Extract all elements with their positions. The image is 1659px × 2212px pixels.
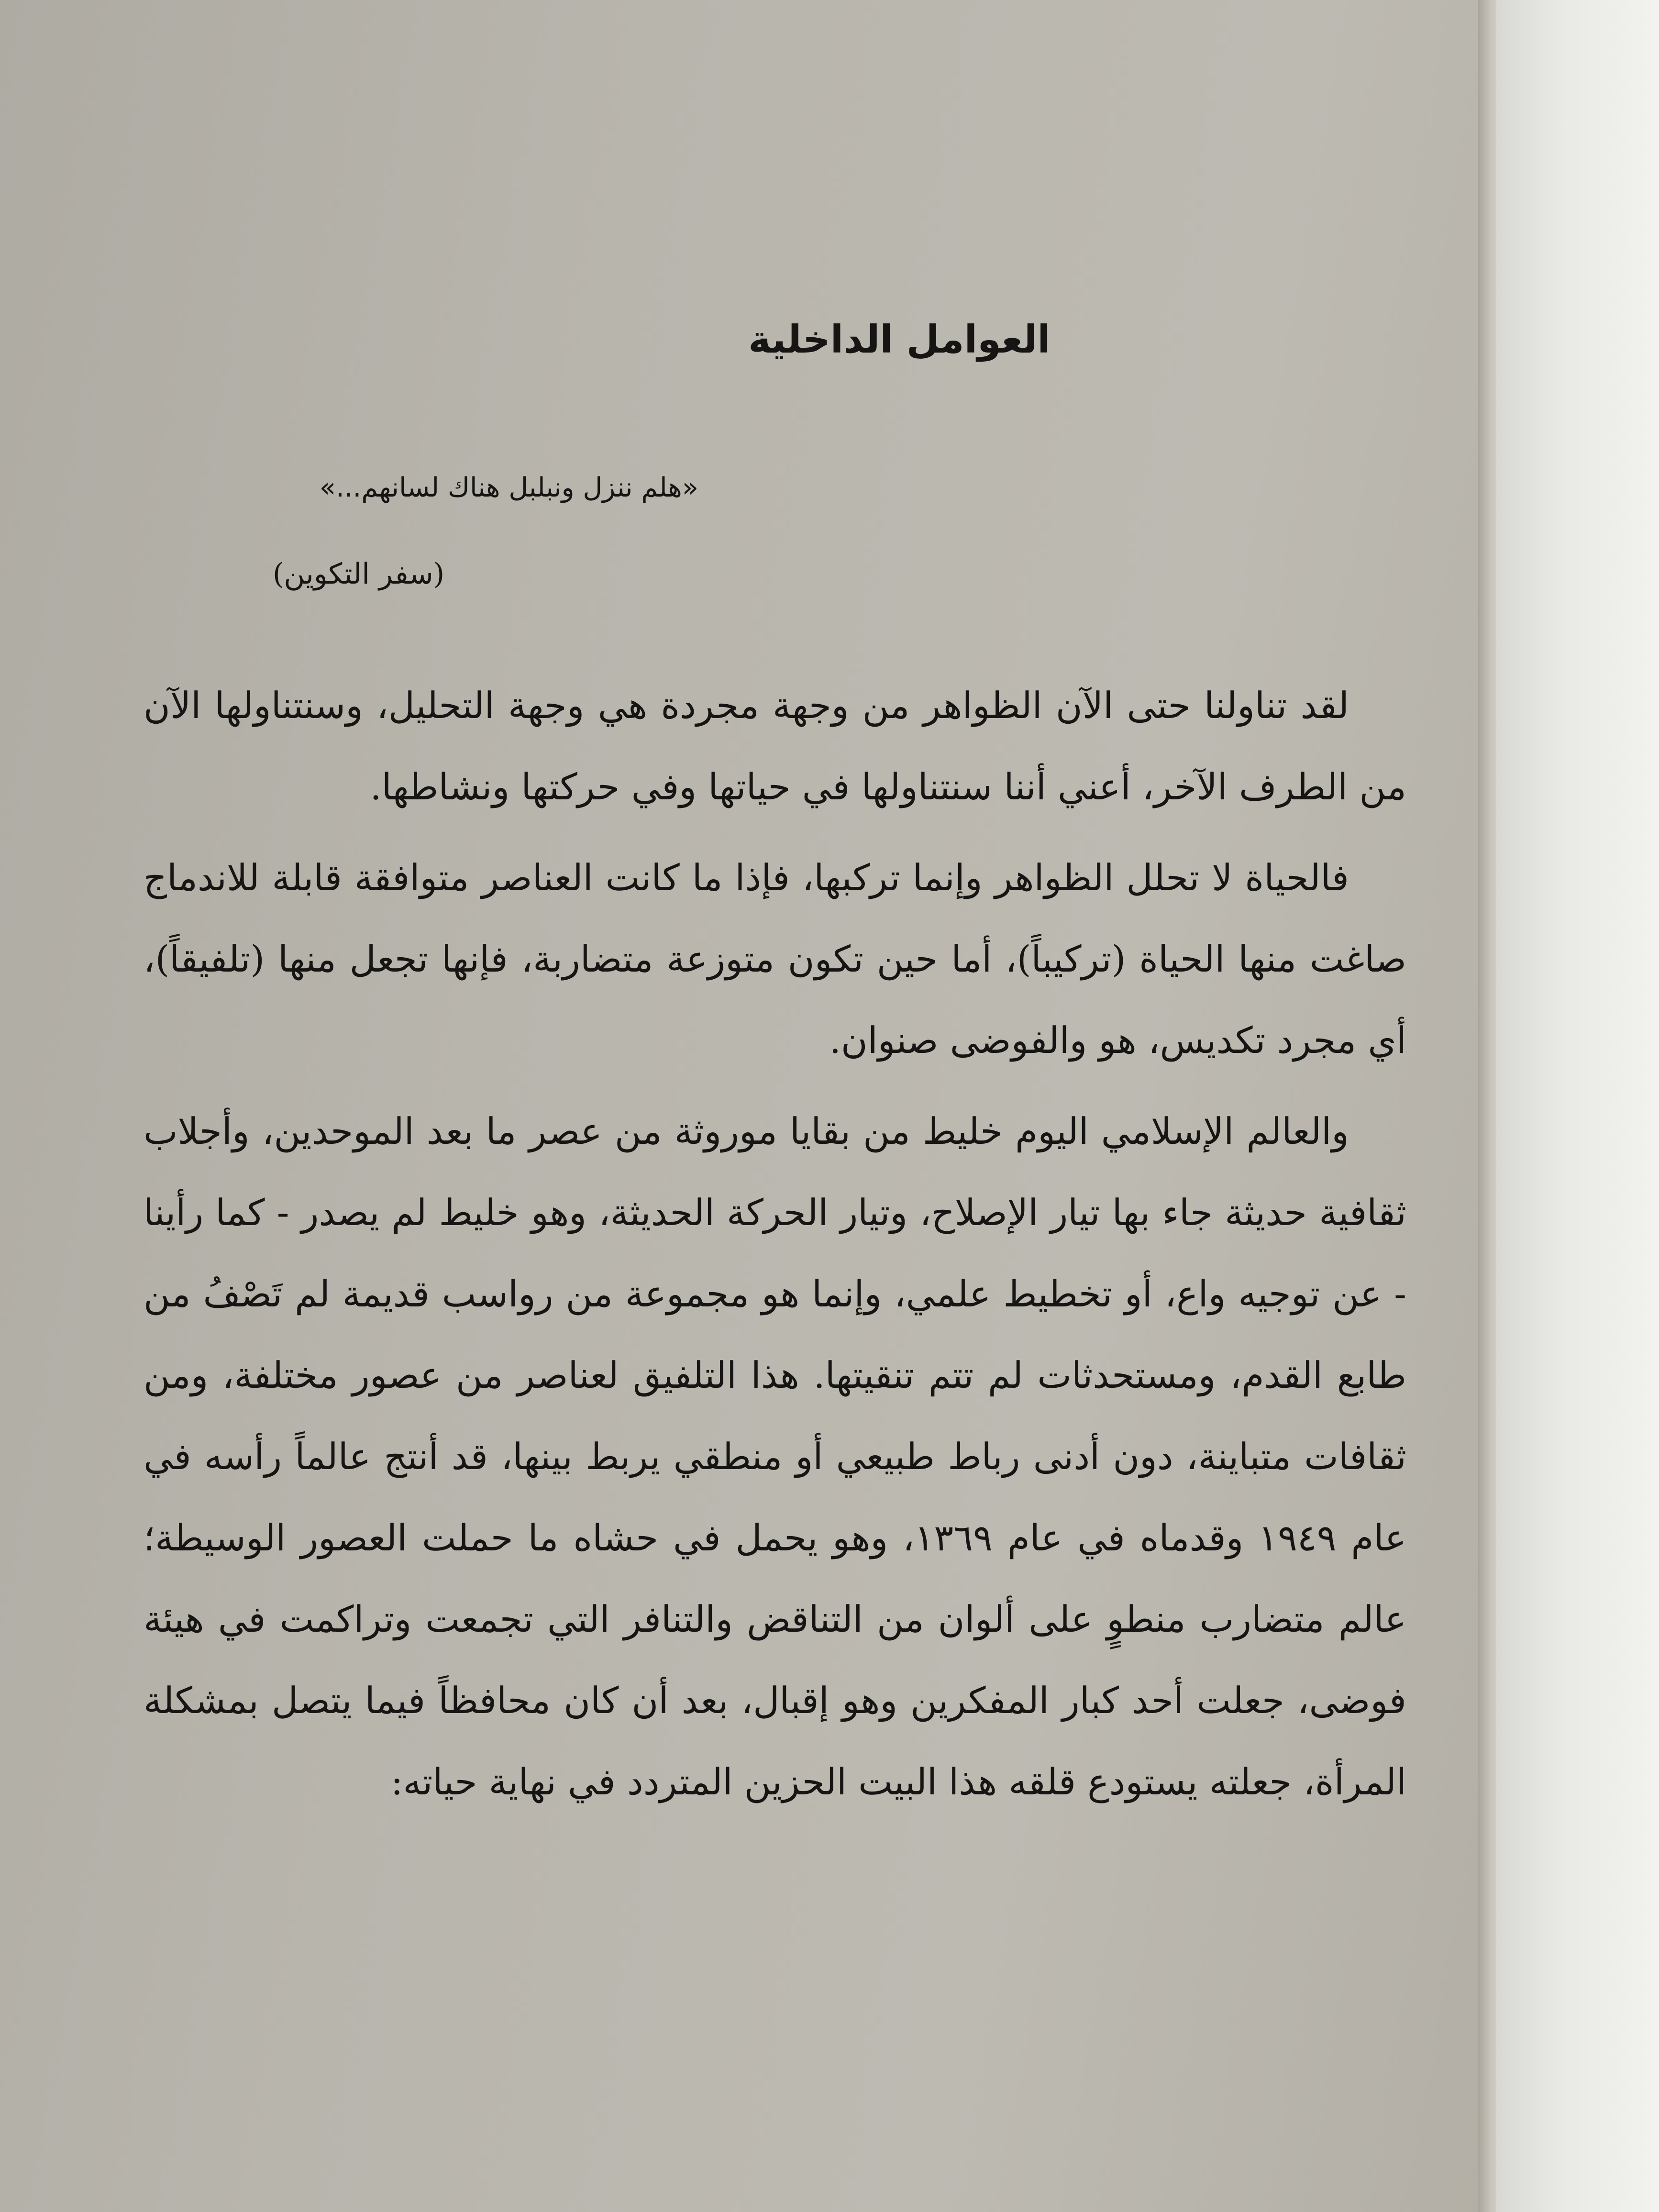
epigraph-quote: «هلم ننزل ونبلبل هناك لسانهم...»: [319, 472, 698, 503]
epigraph-source: (سفر التكوين): [273, 557, 445, 591]
epigraph: [273, 454, 698, 608]
paragraph-3: والعالم الإسلامي اليوم خليط من بقايا موروثة من عصر ما بعد الموحدين، وأجلاب ثقافية حديثة جاء بها تيار الإصلاح، وتيار الحركة الحديثة، وهو خليط لم يصدر - كما رأينا - عن توجيه واع، أو تخطيط علمي، وإنما هو مجموعة من رواسب قديمة لم تَصْفُ من طابع القدم، ومستحدثات لم تتم تنقيتها. هذا التلفيق لعناصر من عصور مختلفة، ومن ثقافات متباينة، دون أدنى رباط طبيعي أو منطقي يربط بينها، قد أنتج عالماً رأسه في عام ١٩٤٩ وقدماه في عام ١٣٦٩، وهو يحمل في حشاه ما حملت العصور الوسيطة؛ عالم متضارب منطوٍ على ألوان من التناقض والتنافر التي تجمعت وتراكمت في هيئة فوضى، جعلت أحد كبار المفكرين وهو إقبال، بعد أن كان محافظاً فيما يتصل بمشكلة المرأة، جعلته يستودع قلقه هذا البيت الحزين المتردد في نهاية حياته:: [144, 1110, 1406, 1803]
chapter-title: العوامل الداخلية: [748, 317, 1051, 362]
page-content: [144, 306, 1406, 1832]
paragraph-2: فالحياة لا تحلل الظواهر وإنما تركبها، فإذا ما كانت العناصر متوافقة قابلة للاندماج صاغت منها الحياة (تركيباً)، أما حين تكون متوزعة متضاربة، فإنها تجعل منها (تلفيقاً)، أي مجرد تكديس، هو والفوضى صنوان.: [144, 856, 1406, 1062]
table-surface: [1496, 0, 1659, 2212]
paragraph-1: لقد تناولنا حتى الآن الظواهر من وجهة مجردة هي وجهة التحليل، وسنتناولها الآن من الطرف الآخر، أعني أننا سنتناولها في حياتها وفي حركتها ونشاطها.: [144, 684, 1406, 808]
